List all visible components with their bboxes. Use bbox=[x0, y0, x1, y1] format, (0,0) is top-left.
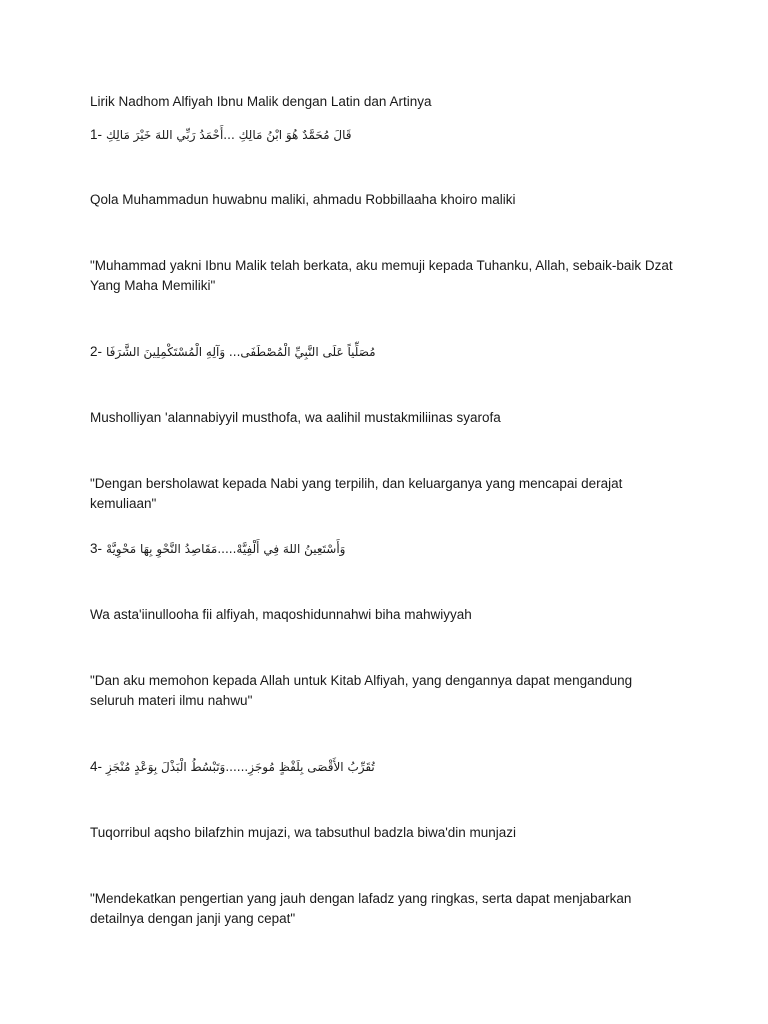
verse-3-arabic-line bbox=[90, 539, 345, 559]
verse-1-latin: Qola Muhammadun huwabnu maliki, ahmadu Robbillaaha khoiro maliki bbox=[90, 192, 516, 207]
verse-1-number: 1- bbox=[90, 127, 103, 142]
verse-4-meaning: "Mendekatkan pengertian yang jauh dengan lafadz yang ringkas, serta dapat menjabarkan detailnya dengan janji yang cepat" bbox=[90, 891, 632, 926]
verse-3-arabic: وَأَسْتَعِينُ اللهَ فِي أَلْفِيَّهْ.....مَقَاصِدُ النَّحْوِ بِهَا مَحْوِيَّهْ bbox=[106, 542, 346, 556]
verse-2-latin: Musholliyan 'alannabiyyil musthofa, wa aalihil mustakmiliinas syarofa bbox=[90, 410, 501, 425]
verse-4-number: 4- bbox=[90, 759, 103, 774]
verse-3-latin: Wa asta'iinullooha fii alfiyah, maqoshidunnahwi biha mahwiyyah bbox=[90, 607, 472, 622]
verse-3-meaning: "Dan aku memohon kepada Allah untuk Kitab Alfiyah, yang dengannya dapat mengandung seluruh materi ilmu nahwu" bbox=[90, 673, 633, 708]
verse-2-number: 2- bbox=[90, 344, 103, 359]
verse-4-arabic: تُقَرِّبُ الأَقْصَى بِلَفْظٍ مُوجَزِ......وَتَبْسُطُ الْبَذْلَ بِوَعْدٍ مُنْجَزِ bbox=[106, 760, 375, 774]
verse-3-number: 3- bbox=[90, 541, 103, 556]
verse-1-meaning: "Muhammad yakni Ibnu Malik telah berkata, aku memuji kepada Tuhanku, Allah, sebaik-baik Dzat Yang Maha Memiliki" bbox=[90, 258, 673, 293]
verse-2-arabic-line bbox=[90, 342, 376, 362]
verse-4-latin: Tuqorribul aqsho bilafzhin mujazi, wa tabsuthul badzla biwa'din munjazi bbox=[90, 825, 517, 840]
document-title: Lirik Nadhom Alfiyah Ibnu Malik dengan Latin dan Artinya bbox=[90, 94, 432, 109]
verse-2-arabic: مُصَلِّياً عَلَى النَّبِيِّ الْمُصْطَفَى... وَآلِهِ الْمُسْتَكْمِلِينَ الشَّرَفَا bbox=[106, 345, 376, 359]
verse-4-arabic-line bbox=[90, 757, 375, 777]
verse-1-arabic-line bbox=[90, 125, 352, 145]
verse-1-arabic: قَالَ مُحَمَّدٌ هُوَ ابْنُ مَالِكِ ...أَحْمَدُ رَبِّي اللهَ خَيْرَ مَالِكِ bbox=[106, 128, 352, 142]
verse-2-meaning: "Dengan bersholawat kepada Nabi yang terpilih, dan keluarganya yang mencapai derajat kemuliaan" bbox=[90, 476, 623, 511]
